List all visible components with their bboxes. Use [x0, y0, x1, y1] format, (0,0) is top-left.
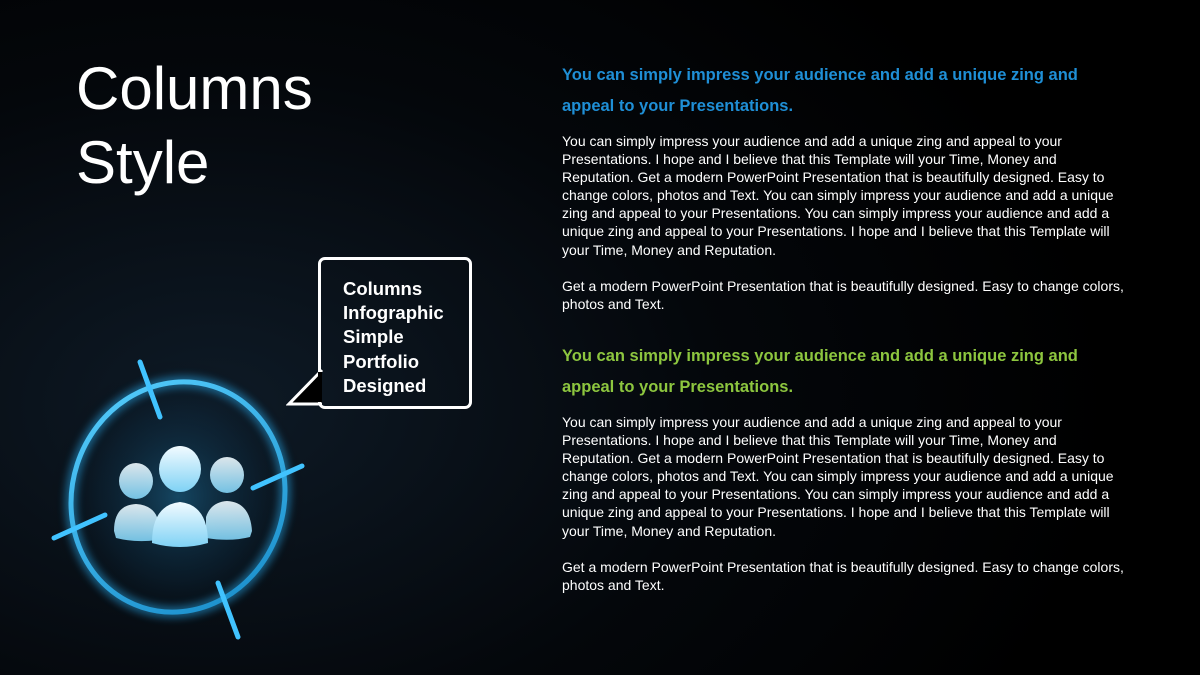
heading-line-1: You can simply impress your audience and add a unique zing and	[562, 66, 1078, 84]
column-2-heading	[562, 341, 1132, 403]
heading-line-2: appeal to your Presentations.	[562, 378, 794, 396]
text-column-2	[562, 341, 1132, 612]
title-line-1: Columns	[76, 55, 313, 122]
callout-line: Columns	[343, 278, 423, 299]
callout-text	[343, 277, 444, 398]
text-column-1	[562, 60, 1132, 331]
callout-line: Designed	[343, 374, 427, 396]
group-target-icon	[40, 345, 320, 655]
callout-line: Portfolio	[343, 350, 420, 372]
column-1-paragraph-2: Get a modern PowerPoint Presentation that is beautifully designed. Easy to change colors, photos and Text.	[562, 277, 1124, 312]
speech-bubble	[318, 257, 472, 409]
title-line-2: Style	[76, 129, 210, 196]
column-2-paragraph-1: You can simply impress your audience and add a unique zing and appeal to your Presentations. I hope and I believe that this Template will your Time, Money and Reputation. Get a modern PowerPoint Presentation that is beautifully designed. Easy to change colors, photos and Text. You can simply impress your audience and add a unique zing and appeal to your Presentations. You can simply impress your audience and add a unique zing and appeal to your Presentations. I hope and I believe that this Template will your Time, Money and Reputation.	[562, 414, 1114, 539]
heading-line-2: appeal to your Presentations.	[562, 97, 794, 115]
column-1-heading	[562, 60, 1132, 122]
column-1-paragraph-1: You can simply impress your audience and add a unique zing and appeal to your Presentations. I hope and I believe that this Template will your Time, Money and Reputation. Get a modern PowerPoint Presentation that is beautifully designed. Easy to change colors, photos and Text. You can simply impress your audience and add a unique zing and appeal to your Presentations. You can simply impress your audience and add a unique zing and appeal to your Presentations. I hope and I believe that this Template will your Time, Money and Reputation.	[562, 133, 1114, 258]
callout-line: Simple	[343, 326, 404, 348]
column-2-paragraph-2: Get a modern PowerPoint Presentation that is beautifully designed. Easy to change colors, photos and Text.	[562, 558, 1124, 593]
slide-title	[76, 52, 313, 200]
callout-line: Infographic	[343, 302, 444, 324]
heading-line-1: You can simply impress your audience and add a unique zing and	[562, 347, 1078, 365]
